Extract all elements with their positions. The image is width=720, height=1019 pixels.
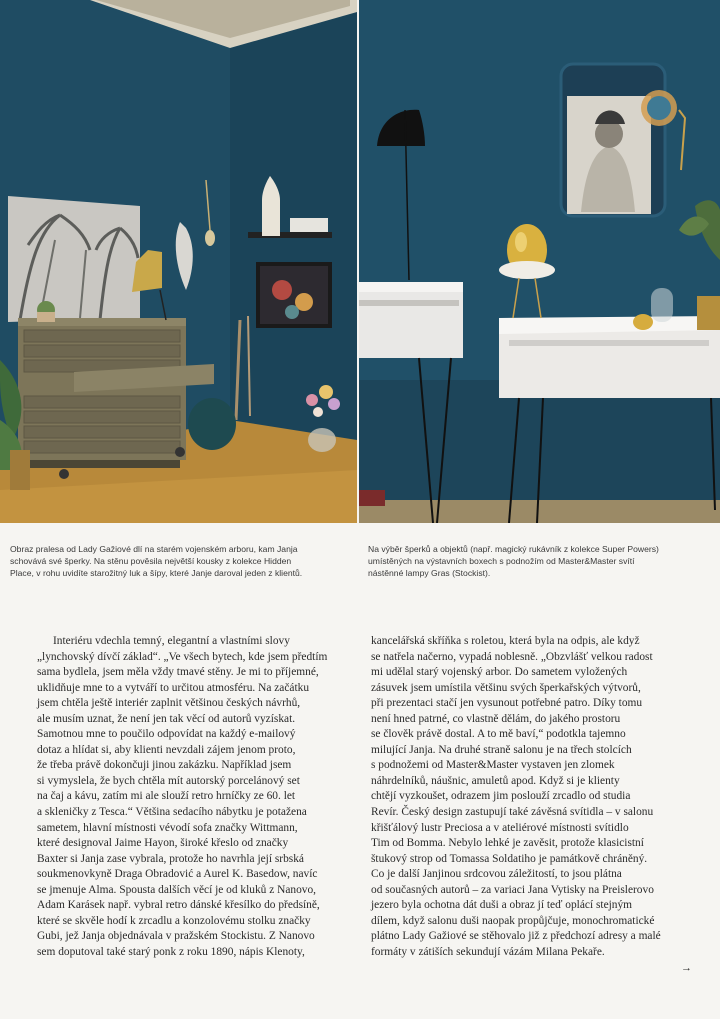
body-line: sama bydlela, jsem měla vždy tmavé stěny. Je mi to příjemné, xyxy=(37,666,319,679)
photo-right-display xyxy=(359,0,720,523)
body-line: jezero byla ochotna dát duši a obraz jí teď oplácí stejným xyxy=(371,899,633,912)
body-line: zásuvek jsem umístila většinu svých šperkařských výtvorů, xyxy=(371,681,641,694)
body-line: na čaj a kávu, zatím mi ale slouží retro hrníčky ze 60. let xyxy=(37,790,296,803)
body-line: Adam Karásek např. vybral retro dánské křesílko do předsíně, xyxy=(37,899,320,912)
body-line: formáty v zátiších sekundují vázám Milana Pekaře. xyxy=(371,945,605,958)
body-line: chtějí vyzkoušet, odrazem jim poslouží zrcadlo od studia xyxy=(371,790,631,803)
article-column-right xyxy=(371,634,691,960)
body-line: milující Janja. Na druhé straně salonu je na třech stolcích xyxy=(371,743,632,756)
caption-line: Na výběr šperků a objektů (např. magický rukávník z kolekce Super Powers) xyxy=(368,544,659,554)
body-line: není hned patrné, co vlastně dělám, do jakého prostoru xyxy=(371,712,621,725)
body-line: „lynchovský dívčí základ“. „Ve všech bytech, kde jsem předtím xyxy=(37,650,328,663)
photo-left-room xyxy=(0,0,357,523)
body-line: kancelářská skříňka s roletou, která byla na odpis, ale když xyxy=(371,635,640,647)
jungle-painting xyxy=(8,196,140,322)
body-line: Interiéru vdechla temný, elegantní a vlastními slovy xyxy=(53,635,290,647)
body-line: si vymyslela, že bych chtěla mít autorský porcelánový set xyxy=(37,774,300,787)
body-line: ale musím uznat, že není jen tak věcí od autorů vyzískat. xyxy=(37,712,296,725)
body-line: Co je další Janjinou srdcovou záležitostí, to jsou plátna xyxy=(371,868,622,881)
body-line: se jmenuje Alma. Spousta dalších věcí je od kluků z Nanovo, xyxy=(37,883,317,896)
body-line: plátno Lady Gažiové se stěhovalo již z předchozí adresy a malé xyxy=(371,930,661,943)
caption-line: Place, v rohu uvidíte starožitný luk a šípy, které Janje daroval jeden z klientů. xyxy=(10,568,303,579)
body-line: soukmenovkyně Draga Obradović a Aurel K. Basedow, navíc xyxy=(37,868,318,881)
caption-left xyxy=(10,543,345,580)
continue-arrow-icon: → xyxy=(681,962,692,974)
body-line: dílem, když salonu duši naopak propůjčuje, monochromatické xyxy=(371,914,655,927)
body-line: které se skvěle hodí k zrcadlu a konzolovému stolku značky xyxy=(37,914,311,927)
body-line: náhrdelníků, náušnic, amuletů apod. Když si je klienty xyxy=(371,774,620,787)
body-line: Tim od Bomma. Nebylo lehké je zavěsit, protože klasicistní xyxy=(371,837,644,850)
body-line: se natřela načerno, vypadá noblesně. „Obzvlášť velkou radost xyxy=(371,650,653,663)
body-line: sametem, hlavní místnosti vévodí sofa značky Wittmann, xyxy=(37,821,298,834)
body-line: Samotnou mne to poučilo odpovídat na každý e-mailový xyxy=(37,728,296,741)
caption-line: nástěnné lampy Gras (Stockist). xyxy=(368,568,491,579)
body-line: při prezentaci stačí jen vysunout potřebné patro. Díky tomu xyxy=(371,697,643,710)
filing-cabinet xyxy=(18,318,214,479)
body-line: které designoval Jaime Hayon, široké křeslo od značky xyxy=(37,837,289,850)
body-line: sem doputoval také starý ponk z roku 1890, nápis Klenoty, xyxy=(37,945,305,958)
body-line: a skleničky z Tesca.“ Většina sedacího nábytku je potažena xyxy=(37,806,307,819)
body-line: Baxter si Janja zase vybrala, protože ho navrhla její srbská xyxy=(37,852,304,865)
body-line: uklidňuje mne to a vytváří to určitou atmosféru. Na začátku xyxy=(37,681,310,694)
body-line: Revír. Český design zastupují také závěsná svítidla – v salonu xyxy=(371,806,654,819)
caption-line: umístěných na výstavních boxech s podnožím od Master&Master svítí xyxy=(368,556,635,567)
body-line: štukový strop od Tomassa Soldatiho je památkově chráněný. xyxy=(371,852,648,865)
body-line: křišťálový lustr Preciosa a v ateliérové místnosti svítidlo xyxy=(371,821,629,834)
body-line: Gubi, jež Janja objednávala v pražském Stockistu. Z Nanovo xyxy=(37,930,315,943)
body-line: od současných autorů – za variaci Jana Vytisky na Preislerovo xyxy=(371,883,654,896)
framed-mirror xyxy=(561,64,685,216)
body-line: jsem chtěla ještě interiér zaplnit většinou českých návrhů, xyxy=(37,697,301,710)
caption-line: schovává své šperky. Na stěnu pověsila největší kousky z kolekce Hidden xyxy=(10,556,292,567)
body-line: s podnožemi od Master&Master vystaven jen zlomek xyxy=(371,759,615,772)
body-line: dotaz a hlídat si, aby klienti nevzdali zájem jenom proto, xyxy=(37,743,296,756)
body-line: že třeba právě dokončuji jinou zakázku. Například jsem xyxy=(37,759,292,772)
body-line: se člověk právě dostal. A to mě baví,“ podotkla tajemno xyxy=(371,728,626,741)
article-column-left xyxy=(37,634,363,960)
body-line: mi udělal starý vojenský arbor. Do sametem vyložených xyxy=(371,666,628,679)
caption-line: Obraz pralesa od Lady Gažiové dlí na starém vojenském arboru, kam Janja xyxy=(10,544,298,554)
caption-right xyxy=(368,543,668,580)
